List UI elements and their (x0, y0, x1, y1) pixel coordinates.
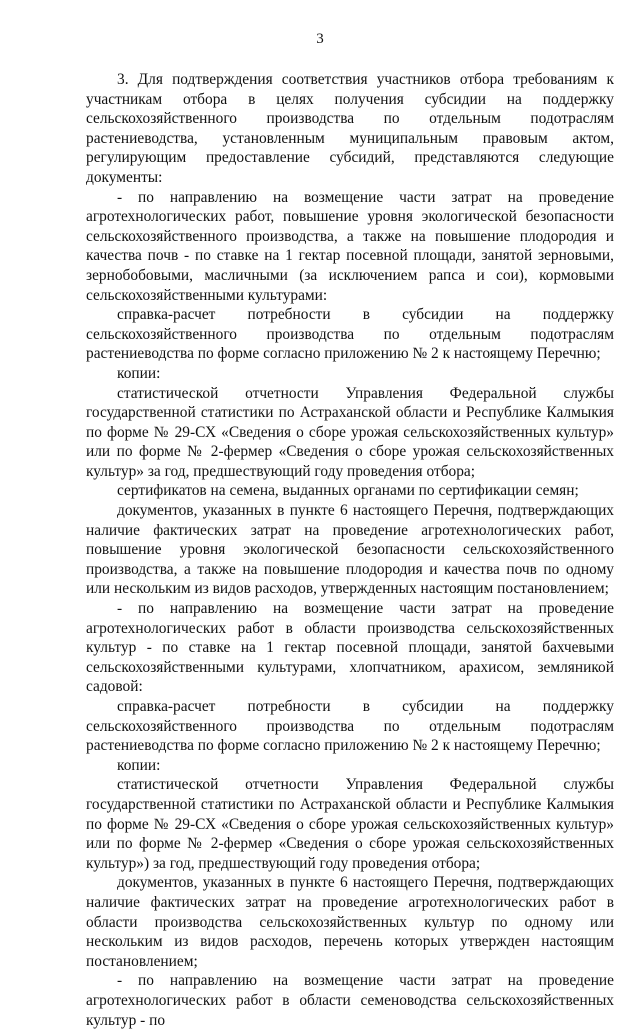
paragraph-copies-label-2: копии: (117, 756, 161, 774)
paragraph-statistical-report-2: статистической отчетности Управления Федеральной службы государственной статистики по Астраханской области и Республике Калмыкия по форме № 29-СХ «Сведения о сборе урожая сельскохозяйственных культур» или по форме № 2-фермер «Сведения о сборе урожая сельскохозяйственных культур») за год, предшествующий году проведения отбора; (86, 776, 614, 872)
paragraph-subsidy-calculation: справка-расчет потребности в субсидии на поддержку сельскохозяйственного производства по отдельным подотраслям растениеводства по форме согласно приложению № 2 к настоящему Перечню; (86, 306, 614, 363)
page-number: 3 (316, 31, 324, 47)
paragraph-copies-label: копии: (117, 364, 161, 382)
paragraph-grain-direction: - по направлению на возмещение части затрат на проведение агротехнологических работ, повышение уровня экологической безопасности сельскохозяйственного производства, а также на повышение плодородия и качества почв - по ставке на 1 гектар посевной площади, занятой зерновыми, зернобобовыми, масличными (за исключением рапса и сои), кормовыми сельскохозяйственными культурами: (86, 188, 614, 304)
document-body (86, 70, 614, 1030)
paragraph-subsidy-calculation-2: справка-расчет потребности в субсидии на поддержку сельскохозяйственного производства по отдельным подотраслям растениеводства по форме согласно приложению № 2 к настоящему Перечню; (86, 698, 614, 755)
paragraph-seed-direction: - по направлению на возмещение части затрат на проведение агротехнологических работ в области семеноводства сельскохозяйственных культур - по (86, 972, 614, 1029)
paragraph-statistical-report: статистической отчетности Управления Федеральной службы государственной статистики по Астраханской области и Республике Калмыкия по форме № 29-СХ «Сведения о сборе урожая сельскохозяйственных культур» или по форме № 2-фермер «Сведения о сборе урожая сельскохозяйственных культур» за год, предшествующий году проведения отбора; (86, 384, 614, 480)
paragraph-expense-documents: документов, указанных в пункте 6 настоящего Перечня, подтверждающих наличие фактических затрат на проведение агротехнологических работ, повышение уровня экологической безопасности сельскохозяйственного производства, а также на повышение плодородия и качества почв по одному или нескольким из видов расходов, утвержденных настоящим постановлением; (86, 502, 614, 598)
paragraph-melon-direction: - по направлению на возмещение части затрат на проведение агротехнологических работ в области производства сельскохозяйственных культур - по ставке на 1 гектар посевной площади, занятой бахчевыми сельскохозяйственными культурами, хлопчатником, арахисом, земляникой садовой: (86, 600, 614, 696)
paragraph-seed-certificates: сертификатов на семена, выданных органами по сертификации семян; (117, 482, 579, 500)
paragraph-clause-3-intro: 3. Для подтверждения соответствия участников отбора требованиям к участникам отбора в целях получения субсидии на поддержку сельскохозяйственного производства по отдельным подотраслям растениеводства, установленным муниципальным правовым актом, регулирующим предоставление субсидий, представляются следующие документы: (86, 71, 614, 186)
paragraph-expense-documents-2: документов, указанных в пункте 6 настоящего Перечня, подтверждающих наличие фактических затрат на проведение агротехнологических работ в области производства сельскохозяйственных культур по одному или нескольким из видов расходов, перечень которых утвержден настоящим постановлением; (86, 874, 614, 970)
